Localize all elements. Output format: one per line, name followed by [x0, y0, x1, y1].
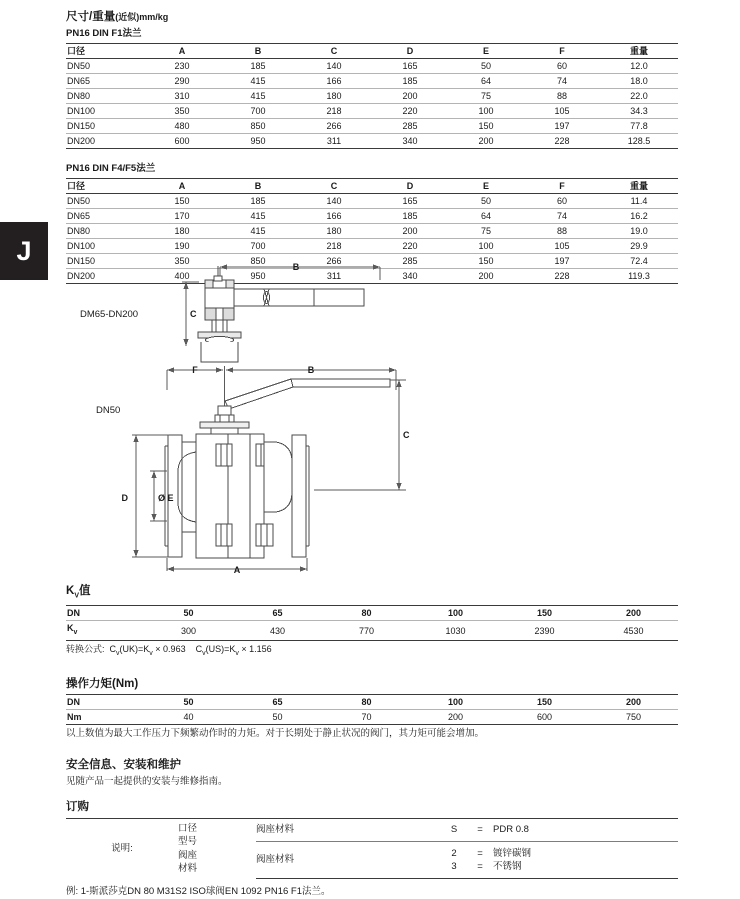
cell-value: 290 — [144, 74, 220, 89]
upper-dim-b — [220, 264, 380, 280]
cell-value: 75 — [448, 224, 524, 239]
cell-value: 220 — [372, 104, 448, 119]
valve-drawing-svg — [66, 258, 678, 583]
cell-value: 218 — [296, 104, 372, 119]
cell-value: 105 — [524, 104, 600, 119]
ordering-desc: 阀座材料 — [256, 818, 441, 841]
ordering-value: PDR 0.8 — [493, 818, 678, 841]
cell-dn: DN50 — [66, 194, 144, 209]
cell-value: 266 — [296, 254, 372, 269]
torque-value-cell: 600 — [500, 709, 589, 724]
table-row — [66, 89, 678, 104]
torque-note: 以上数值为最大工作压力下频繁动作时的力矩。对于长期处于静止状况的阀门，其力矩可能会增加。 — [66, 727, 485, 739]
cell-dn: DN100 — [66, 104, 144, 119]
cell-value: 228 — [524, 269, 600, 284]
cell-value: 19.0 — [600, 224, 678, 239]
cell-value: 165 — [372, 59, 448, 74]
dimensions-section-title — [66, 10, 678, 25]
cell-value: 185 — [372, 209, 448, 224]
ordering-equals-group — [467, 841, 493, 879]
cell-value: 150 — [448, 119, 524, 134]
cell-dn: DN80 — [66, 89, 144, 104]
cell-dn: DN65 — [66, 74, 144, 89]
cell-value: 230 — [144, 59, 220, 74]
torque-value-cell: 70 — [322, 709, 411, 724]
cell-value: 74 — [524, 209, 600, 224]
cell-value: 197 — [524, 119, 600, 134]
cell-value: 340 — [372, 269, 448, 284]
cell-value: 22.0 — [600, 89, 678, 104]
torque-value-row — [66, 709, 678, 724]
cell-value: 200 — [372, 89, 448, 104]
upper-dim-c-label: C — [190, 309, 197, 319]
lower-valve-stem — [200, 406, 249, 434]
cell-value: 75 — [448, 89, 524, 104]
ordering-code: 3 — [451, 861, 457, 873]
cell-value: 850 — [220, 119, 296, 134]
col-header-c: C — [296, 44, 372, 59]
cell-value: 218 — [296, 239, 372, 254]
cell-dn: DN65 — [66, 209, 144, 224]
safety-section-title: 安全信息、安装和维护 — [66, 758, 181, 771]
cell-value: 200 — [372, 224, 448, 239]
ordering-stack-item: 型号 — [178, 836, 198, 848]
col-header-d: D — [372, 44, 448, 59]
cell-value: 165 — [372, 194, 448, 209]
cell-value: 850 — [220, 254, 296, 269]
cell-value: 34.3 — [600, 104, 678, 119]
dimensions-title-text: 尺寸/重量 — [66, 11, 116, 23]
ordering-value: 镀锌碳钢 — [493, 847, 532, 859]
cell-value: 140 — [296, 194, 372, 209]
cell-value: 311 — [296, 269, 372, 284]
cell-value: 340 — [372, 134, 448, 149]
cell-value: 197 — [524, 254, 600, 269]
page-content — [66, 10, 678, 284]
torque-dn-cell: 80 — [322, 694, 411, 709]
cell-value: 185 — [220, 59, 296, 74]
ordering-example: 例: 1-斯派莎克DN 80 M31S2 ISO球阀EN 1092 PN16 F1法兰。 — [66, 886, 331, 898]
table-f1-subtitle: PN16 DIN F1法兰 — [66, 28, 142, 39]
col-header-e: E — [448, 44, 524, 59]
col-header-dn: 口径 — [66, 44, 144, 59]
cell-value: 100 — [448, 104, 524, 119]
cell-dn: DN100 — [66, 239, 144, 254]
cell-value: 285 — [372, 254, 448, 269]
cell-value: 480 — [144, 119, 220, 134]
col-header-dn: 口径 — [66, 179, 144, 194]
torque-table — [66, 694, 678, 725]
cell-value: 220 — [372, 239, 448, 254]
section-tab-marker — [0, 222, 48, 280]
kv-section-title — [66, 584, 678, 603]
cell-value: 29.9 — [600, 239, 678, 254]
cell-value: 166 — [296, 209, 372, 224]
ordering-section-title: 订购 — [66, 800, 89, 813]
cell-value: 415 — [220, 209, 296, 224]
col-header-b: B — [220, 44, 296, 59]
kv-value-cell: 2390 — [500, 621, 589, 641]
cell-dn: DN150 — [66, 119, 144, 134]
torque-dn-cell: 200 — [589, 694, 678, 709]
torque-dn-cell: 65 — [233, 694, 322, 709]
table-row — [66, 119, 678, 134]
torque-value-cell: 40 — [144, 709, 233, 724]
cell-value: 128.5 — [600, 134, 678, 149]
cell-value: 185 — [220, 194, 296, 209]
cell-value: 190 — [144, 239, 220, 254]
kv-value-cell: 1030 — [411, 621, 500, 641]
cell-value: 600 — [144, 134, 220, 149]
cell-value: 77.8 — [600, 119, 678, 134]
page-content-lower — [66, 584, 678, 899]
cell-value: 170 — [144, 209, 220, 224]
cell-value: 950 — [220, 269, 296, 284]
torque-value-cell: 750 — [589, 709, 678, 724]
torque-section-title: 操作力矩(Nm) — [66, 677, 139, 690]
upper-valve-body — [198, 266, 364, 362]
mid-dim-b-label: B — [307, 365, 315, 375]
cell-value: 311 — [296, 134, 372, 149]
ordering-value: 不锈钢 — [493, 861, 522, 873]
col-header-e: E — [448, 179, 524, 194]
torque-value-label: Nm — [66, 709, 144, 724]
ordering-value-group — [493, 841, 678, 879]
cell-value: 50 — [448, 194, 524, 209]
lower-dim-d-label: D — [121, 493, 128, 503]
cell-value: 415 — [220, 89, 296, 104]
ordering-stack-item: 口径 — [178, 822, 198, 834]
cell-dn: DN200 — [66, 269, 144, 284]
ordering-code: 2 — [451, 847, 457, 859]
col-header-f: F — [524, 44, 600, 59]
cell-value: 415 — [220, 74, 296, 89]
cell-value: 64 — [448, 74, 524, 89]
kv-dn-cell: 80 — [322, 606, 411, 621]
lower-dim-a-label: A — [233, 565, 241, 575]
cell-value: 415 — [220, 224, 296, 239]
cell-value: 266 — [296, 119, 372, 134]
torque-value-cell: 50 — [233, 709, 322, 724]
ordering-stack-item: 材料 — [178, 863, 198, 875]
torque-dn-cell: 50 — [144, 694, 233, 709]
table-row — [66, 209, 678, 224]
kv-conversion-formula: 转换公式: $C_v(UK)=K_v \times 0.963$ $C_v(US)=K_v \times 1.156$ — [66, 644, 272, 657]
kv-value-row — [66, 621, 678, 641]
col-header-b: B — [220, 179, 296, 194]
cell-value: 72.4 — [600, 254, 678, 269]
lower-dim-c — [314, 380, 406, 490]
cell-value: 140 — [296, 59, 372, 74]
ordering-code-group — [441, 841, 467, 879]
cell-value: 74 — [524, 74, 600, 89]
cell-value: 60 — [524, 59, 600, 74]
ordering-stack-item: 阀座 — [178, 849, 198, 861]
safety-body-text: 见随产品一起提供的安装与维修指南。 — [66, 775, 228, 787]
cell-value: 150 — [144, 194, 220, 209]
table-row — [66, 239, 678, 254]
col-header-d: D — [372, 179, 448, 194]
table-row — [66, 59, 678, 74]
cell-value: 119.3 — [600, 269, 678, 284]
upper-dim-b-label: B — [292, 262, 300, 272]
ordering-table — [66, 818, 678, 880]
lower-dim-e-label: Ø E — [158, 493, 174, 503]
kv-dn-row — [66, 606, 678, 621]
cell-value: 400 — [144, 269, 220, 284]
lower-dim-c-label: C — [403, 430, 410, 440]
ordering-equals: = — [467, 818, 493, 841]
kv-value-cell: 430 — [233, 621, 322, 641]
cell-dn: DN80 — [66, 224, 144, 239]
ordering-code: S — [441, 818, 467, 841]
cell-value: 11.4 — [600, 194, 678, 209]
cell-value: 105 — [524, 239, 600, 254]
cell-value: 88 — [524, 89, 600, 104]
cell-value: 180 — [144, 224, 220, 239]
table-row — [66, 224, 678, 239]
mid-dim-f-label: F — [192, 365, 198, 375]
kv-value-cell: 300 — [144, 621, 233, 641]
cell-value: 180 — [296, 224, 372, 239]
ordering-row-first — [66, 818, 678, 841]
dimensions-table-f1-body — [66, 59, 678, 149]
kv-dn-cell: 100 — [411, 606, 500, 621]
table-row — [66, 104, 678, 119]
ordering-equals: = — [477, 847, 483, 859]
cell-value: 16.2 — [600, 209, 678, 224]
lower-valve-handle — [225, 379, 390, 409]
cell-value: 185 — [372, 74, 448, 89]
cell-value: 350 — [144, 104, 220, 119]
col-header-c: C — [296, 179, 372, 194]
cell-value: 200 — [448, 134, 524, 149]
kv-table — [66, 605, 678, 641]
ordering-desc: 阀座材料 — [256, 841, 441, 879]
cell-value: 64 — [448, 209, 524, 224]
kv-title-main: K — [66, 585, 75, 597]
lower-body-right — [264, 442, 292, 512]
ordering-stack — [178, 818, 256, 879]
cell-value: 50 — [448, 59, 524, 74]
kv-title-tail: 值 — [78, 585, 91, 597]
table-row — [66, 74, 678, 89]
ordering-label: 说明: — [66, 818, 178, 879]
valve-technical-drawing — [66, 258, 678, 583]
cell-value: 150 — [448, 254, 524, 269]
cell-dn: DN50 — [66, 59, 144, 74]
table-row — [66, 194, 678, 209]
cell-value: 285 — [372, 119, 448, 134]
upper-view-label: DM65-DN200 — [80, 309, 139, 320]
kv-dn-cell: 65 — [233, 606, 322, 621]
ordering-equals: = — [477, 861, 483, 873]
cell-value: 100 — [448, 239, 524, 254]
cell-value: 12.0 — [600, 59, 678, 74]
kv-dn-label: DN — [66, 606, 144, 621]
formula-label: 转换公式: — [66, 644, 105, 655]
cell-dn: DN200 — [66, 134, 144, 149]
kv-value-label: $K_v$ — [66, 621, 144, 641]
kv-value-cell: 770 — [322, 621, 411, 641]
col-header-a: A — [144, 44, 220, 59]
cell-value: 310 — [144, 89, 220, 104]
kv-value-cell: 4530 — [589, 621, 678, 641]
kv-dn-cell: 200 — [589, 606, 678, 621]
cell-dn: DN150 — [66, 254, 144, 269]
cell-value: 18.0 — [600, 74, 678, 89]
col-header-f: F — [524, 179, 600, 194]
cell-value: 228 — [524, 134, 600, 149]
table-header-row — [66, 44, 678, 59]
torque-dn-row — [66, 694, 678, 709]
col-header-a: A — [144, 179, 220, 194]
torque-dn-label: DN — [66, 694, 144, 709]
col-header-weight: 重量 — [600, 44, 678, 59]
cell-value: 180 — [296, 89, 372, 104]
cell-value: 700 — [220, 104, 296, 119]
torque-dn-cell: 100 — [411, 694, 500, 709]
cell-value: 950 — [220, 134, 296, 149]
table-row — [66, 134, 678, 149]
cell-value: 200 — [448, 269, 524, 284]
dimensions-table-f1 — [66, 43, 678, 149]
kv-dn-cell: 50 — [144, 606, 233, 621]
kv-title-sub: V — [74, 592, 79, 600]
cell-value: 60 — [524, 194, 600, 209]
table-f4f5-subtitle: PN16 DIN F4/F5法兰 — [66, 163, 156, 174]
cell-value: 350 — [144, 254, 220, 269]
cell-value: 88 — [524, 224, 600, 239]
cell-value: 166 — [296, 74, 372, 89]
torque-dn-cell: 150 — [500, 694, 589, 709]
torque-value-cell: 200 — [411, 709, 500, 724]
lower-view-label: DN50 — [96, 405, 121, 416]
col-header-weight: 重量 — [600, 179, 678, 194]
dimensions-title-sub: (近似)mm/kg — [115, 12, 169, 22]
cell-value: 700 — [220, 239, 296, 254]
kv-dn-cell: 150 — [500, 606, 589, 621]
table-header-row — [66, 179, 678, 194]
section-tab-letter: J — [16, 236, 32, 266]
lower-flange-right — [292, 435, 309, 557]
